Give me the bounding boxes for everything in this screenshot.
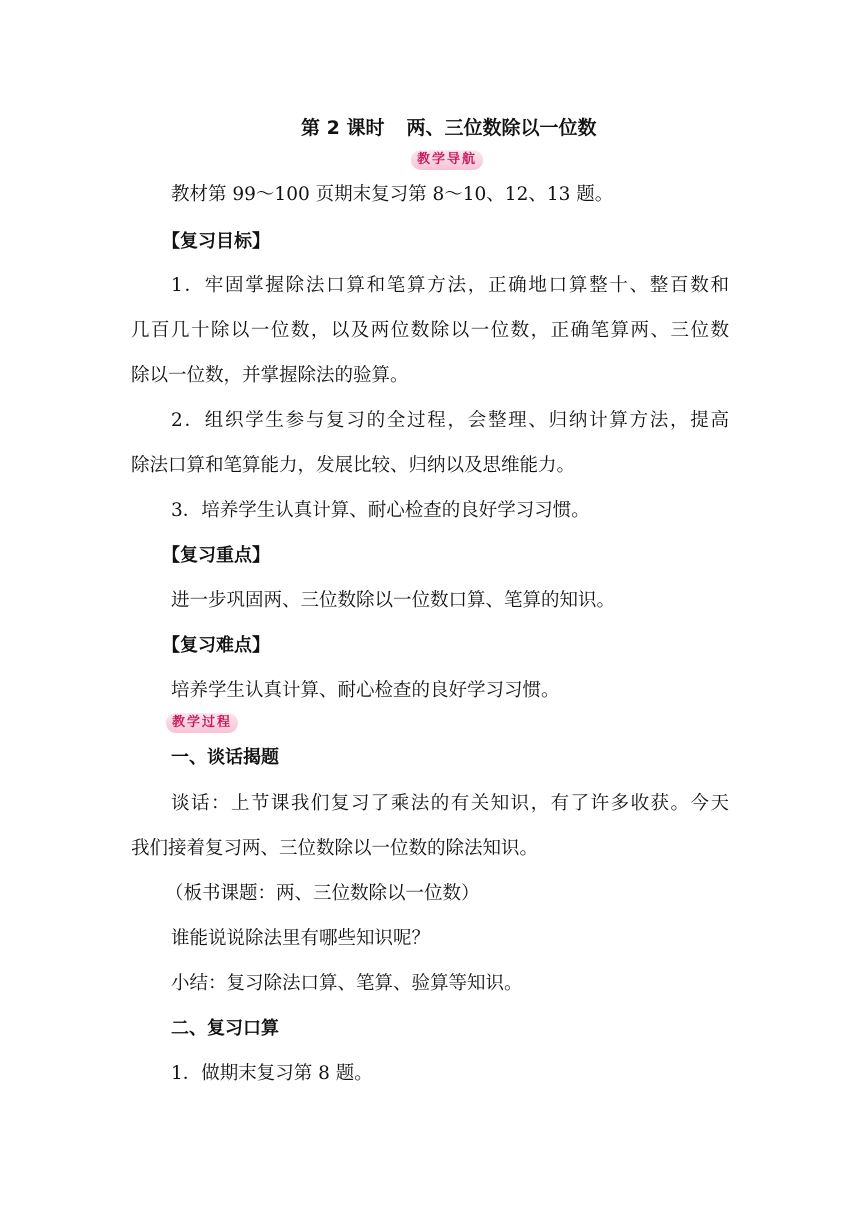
talk-line-1: 谈话：上节课我们复习了乘法的有关知识，有了许多收获。今天: [171, 793, 729, 814]
section-2-item-1: 1．做期末复习第 8 题。: [171, 1063, 373, 1084]
difficulties-text: 培养学生认真计算、耐心检查的良好学习习惯。: [171, 680, 560, 701]
question-text: 谁能说说除法里有哪些知识呢？: [171, 928, 431, 949]
section-2-heading: 二、复习口算: [171, 1018, 279, 1039]
teaching-process-badge: 教学过程: [166, 713, 238, 733]
lesson-number: 第 2 课时: [301, 117, 385, 139]
goal-2-line-2: 除法口算和笔算能力，发展比较、归纳以及思维能力。: [131, 455, 576, 476]
teaching-navigation-badge: 教学导航: [411, 150, 483, 170]
goal-1-line-1: 1．牢固掌握除法口算和笔算方法，正确地口算整十、整百数和: [171, 275, 729, 296]
summary-text: 小结：复习除法口算、笔算、验算等知识。: [171, 973, 523, 994]
key-points-text: 进一步巩固两、三位数除以一位数口算、笔算的知识。: [171, 590, 616, 611]
difficulties-heading: 【复习难点】: [162, 635, 270, 656]
goal-1-line-2: 几百几十除以一位数，以及两位数除以一位数，正确笔算两、三位数: [131, 320, 729, 341]
talk-line-2: 我们接着复习两、三位数除以一位数的除法知识。: [131, 838, 539, 859]
section-1-heading: 一、谈话揭题: [171, 747, 279, 768]
textbook-reference: 教材第 99～100 页期末复习第 8～10、12、13 题。: [171, 184, 614, 205]
key-points-heading: 【复习重点】: [162, 545, 270, 566]
board-title-note: （板书课题：两、三位数除以一位数）: [165, 883, 480, 904]
goal-3: 3．培养学生认真计算、耐心检查的良好学习习惯。: [171, 500, 590, 521]
lesson-topic: 两、三位数除以一位数: [406, 117, 597, 139]
page-title: [301, 116, 596, 140]
goal-2-line-1: 2．组织学生参与复习的全过程，会整理、归纳计算方法，提高: [171, 410, 729, 431]
goal-1-line-3: 除以一位数，并掌握除法的验算。: [131, 365, 409, 386]
goals-heading: 【复习目标】: [162, 231, 270, 252]
